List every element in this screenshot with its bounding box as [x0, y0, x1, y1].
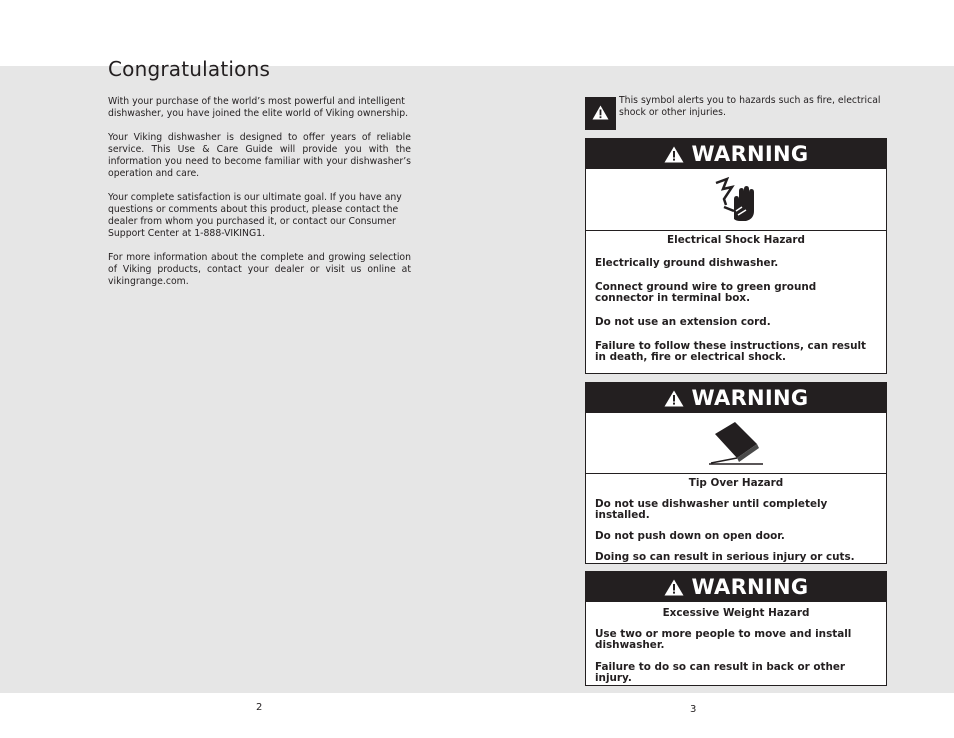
- warning-header: [586, 139, 886, 169]
- warning-line: Do not use dishwasher until completely installed.: [595, 498, 828, 521]
- warning-box-weight: [585, 571, 887, 686]
- intro-paragraph: Your complete satisfaction is our ultimate goal. If you have any questions or comments about this product, please contact the dealer from whom you purchased it, or contact our Consumer Support Center at 1-888-VIKING1.: [108, 192, 402, 239]
- hazard-title: Tip Over Hazard: [688, 477, 784, 489]
- warning-line: Doing so can result in serious injury or cuts.: [595, 551, 855, 563]
- warning-line: Connect ground wire to green ground connector in terminal box.: [595, 281, 817, 304]
- hazard-title: Excessive Weight Hazard: [662, 607, 810, 619]
- electrical-shock-hand-icon: [712, 177, 760, 223]
- warning-triangle-icon: [664, 579, 684, 596]
- warning-header: [586, 383, 886, 413]
- warning-body: [586, 602, 886, 684]
- warning-box-electrical: [585, 138, 887, 374]
- page-number-right: 3: [690, 704, 697, 715]
- intro-paragraph: For more information about the complete and growing selection of Viking products, contact your dealer or visit us online at vikingrange.com.: [108, 252, 411, 287]
- intro-paragraph: Your Viking dishwasher is designed to offer years of reliable service. This Use & Care Guide will provide you with the information you need to become familiar with your dishwasher’s operation and care.: [108, 132, 411, 179]
- warning-body: [586, 474, 886, 563]
- warning-heading: WARNING: [691, 575, 809, 599]
- warning-triangle-icon: [664, 390, 684, 407]
- warning-line: Failure to do so can result in back or other injury.: [595, 661, 846, 684]
- page-number-left: 2: [256, 702, 263, 713]
- alert-triangle-icon: [592, 105, 609, 120]
- warning-line: Failure to follow these instructions, can result in death, fire or electrical shock.: [595, 340, 867, 363]
- warning-triangle-icon: [664, 146, 684, 163]
- warning-line: Electrically ground dishwasher.: [595, 257, 779, 269]
- alert-symbol: [585, 97, 616, 130]
- warning-box-tip-over: [585, 382, 887, 564]
- warning-heading: WARNING: [691, 386, 809, 410]
- tip-over-icon: [705, 420, 767, 466]
- page-title: Congratulations: [108, 57, 271, 82]
- warning-pictogram: [586, 413, 886, 474]
- warning-line: Do not push down on open door.: [595, 530, 785, 542]
- hazard-title: Electrical Shock Hazard: [667, 234, 805, 246]
- intro-text: [108, 96, 411, 300]
- warning-line: Use two or more people to move and install dishwasher.: [595, 628, 852, 651]
- warning-pictogram: [586, 169, 886, 231]
- warning-header: [586, 572, 886, 602]
- warning-line: Do not use an extension cord.: [595, 316, 771, 328]
- alert-symbol-text: This symbol alerts you to hazards such as fire, electrical shock or other injuries.: [619, 95, 881, 118]
- warning-heading: WARNING: [691, 142, 809, 166]
- warning-body: [586, 231, 886, 363]
- intro-paragraph: With your purchase of the world’s most powerful and intelligent dishwasher, you have joined the elite world of Viking ownership.: [108, 96, 409, 119]
